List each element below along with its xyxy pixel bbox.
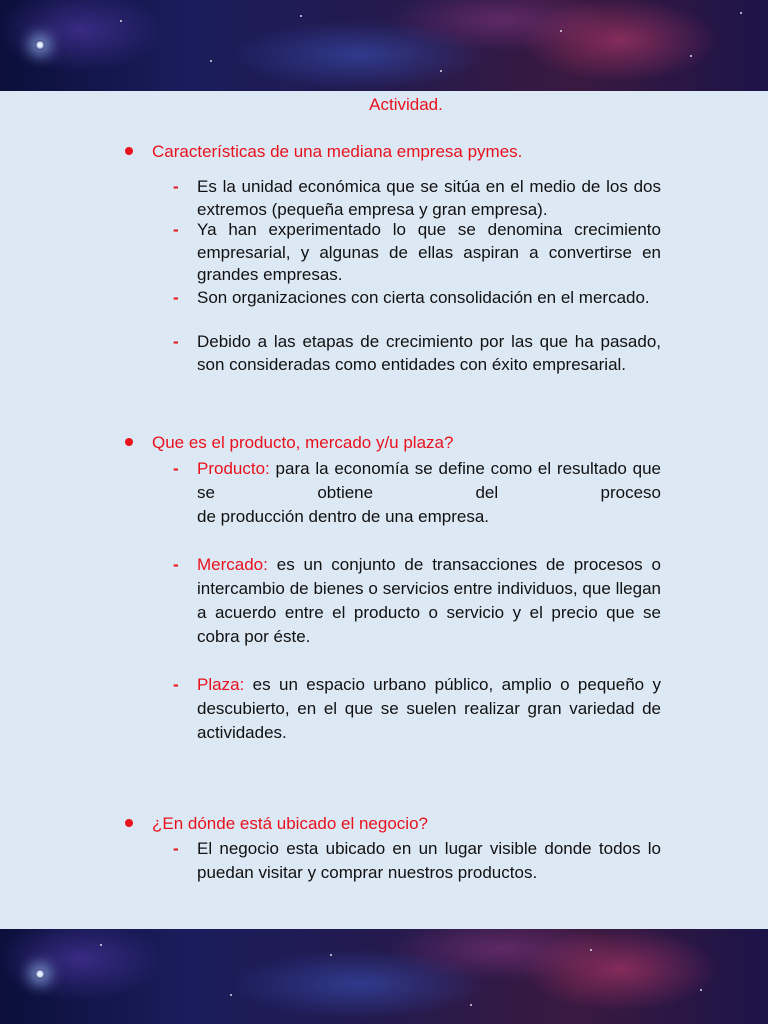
dash-icon: - <box>173 675 179 694</box>
dash-icon: - <box>173 332 179 351</box>
star-icon <box>35 969 45 979</box>
list-item: - Debido a las etapas de crecimiento por las que ha pasado, son consideradas como entidades con éxito empresarial. <box>173 332 661 374</box>
star-icon <box>470 1004 472 1006</box>
star-icon <box>700 989 702 991</box>
list-item: - Ya han experimentado lo que se denomina crecimiento empresarial, y algunas de ellas aspiran a convertirse en grandes empresas. <box>173 220 661 284</box>
bullet-icon <box>125 819 133 827</box>
star-icon <box>590 949 592 951</box>
footer-galaxy-banner <box>0 929 768 1024</box>
list-item: - Es la unidad económica que se sitúa en el medio de los dos extremos (pequeña empresa y gran empresa). <box>173 177 661 219</box>
list-item-mercado: - Mercado: es un conjunto de transacciones de procesos o intercambio de bienes o servicios entre individuos, que llegan a acuerdo entre el producto o servicio y el precio que se cobra por éste. <box>173 555 661 646</box>
dash-icon: - <box>173 220 179 239</box>
star-icon <box>740 12 742 14</box>
term-label: Producto: <box>197 459 270 478</box>
star-icon <box>440 70 442 72</box>
star-icon <box>330 954 332 956</box>
star-icon <box>690 55 692 57</box>
page-title: Actividad. <box>369 95 443 114</box>
star-icon <box>35 40 45 50</box>
star-icon <box>100 944 102 946</box>
star-icon <box>230 994 232 996</box>
list-item: - El negocio esta ubicado en un lugar visible donde todos lo puedan visitar y comprar nuestros productos. <box>173 839 661 882</box>
section-heading: ¿En dónde está ubicado el negocio? <box>152 814 428 833</box>
star-icon <box>300 15 302 17</box>
dash-icon: - <box>173 555 179 574</box>
dash-icon: - <box>173 459 179 478</box>
section-heading: Características de una mediana empresa pymes. <box>152 142 523 161</box>
list-item-producto: - Producto: para la economía se define como el resultado que se obtiene del proceso de producción dentro de una empresa. <box>173 459 661 526</box>
bullet-icon <box>125 147 133 155</box>
list-item-plaza: - Plaza: es un espacio urbano público, amplio o pequeño y descubierto, en el que se suelen realizar gran variedad de actividades. <box>173 675 661 742</box>
list-item: - Son organizaciones con cierta consolidación en el mercado. <box>173 287 661 310</box>
header-galaxy-banner <box>0 0 768 91</box>
star-icon <box>120 20 122 22</box>
star-icon <box>210 60 212 62</box>
section-heading: Que es el producto, mercado y/u plaza? <box>152 433 454 452</box>
term-label: Mercado: <box>197 555 268 574</box>
bullet-icon <box>125 438 133 446</box>
dash-icon: - <box>173 839 179 858</box>
dash-icon: - <box>173 177 179 196</box>
star-icon <box>560 30 562 32</box>
dash-icon: - <box>173 288 179 307</box>
term-label: Plaza: <box>197 675 245 694</box>
